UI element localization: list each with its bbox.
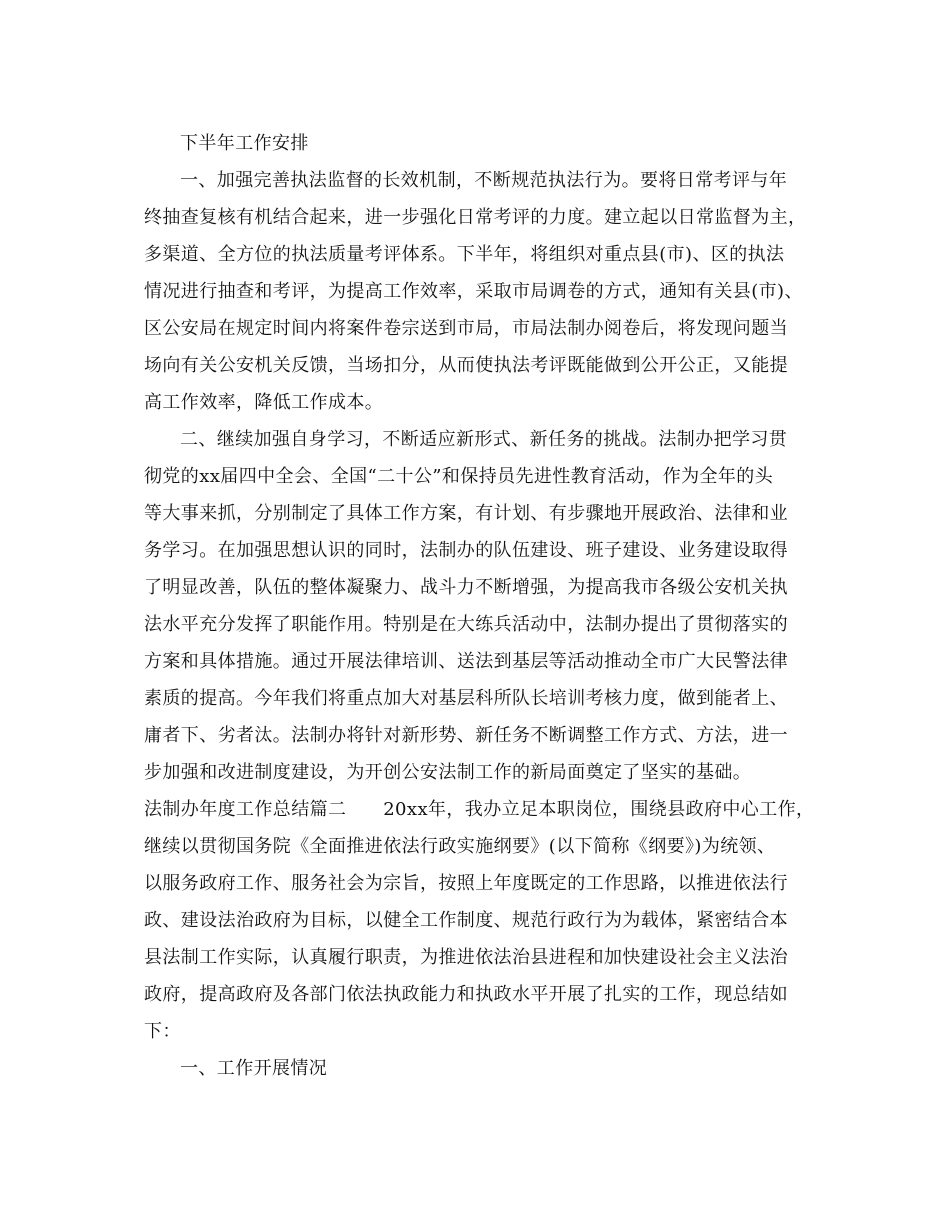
paragraph-line: 法水平充分发挥了职能作用。特别是在大练兵活动中，法制办提出了贯彻落实的 (144, 614, 788, 635)
paragraph-line: 步加强和改进制度建设，为开创公安法制工作的新局面奠定了坚实的基础。 (144, 762, 752, 783)
paragraph-line: 县法制工作实际，认真履行职责，为推进依法治县进程和加快建设社会主义法治 (144, 947, 788, 968)
paragraph-line: 等大事来抓，分别制定了具体工作方案，有计划、有步骤地开展政治、法律和业 (144, 503, 788, 524)
paragraph-line: 继续以贯彻国务院《全面推进依法行政实施纲要》(以下简称《纲要》)为统领、 (144, 836, 776, 857)
paragraph-line: 下： (144, 1021, 181, 1042)
paragraph-line: 彻党的xx届四中全会、全国“二十公”和保持员先进性教育活动，作为全年的头 (144, 466, 774, 487)
paragraph-line: 一、加强完善执法监督的长效机制，不断规范执法行为。要将日常考评与年 (180, 170, 788, 191)
paragraph-line: 政、建设法治政府为目标，以健全工作制度、规范行政行为为载体，紧密结合本 (144, 910, 788, 931)
paragraph-line: 政府，提高政府及各部门依法执政能力和执政水平开展了扎实的工作，现总结如 (144, 984, 788, 1005)
paragraph-line: 多渠道、全方位的执法质量考评体系。下半年，将组织对重点县(市)、区的执法 (144, 244, 785, 265)
paragraph-line: 高工作效率，降低工作成本。 (144, 392, 384, 413)
paragraph-line: 区公安局在规定时间内将案件卷宗送到市局，市局法制办阅卷后，将发现问题当 (144, 318, 788, 339)
paragraph-line: 了明显改善，队伍的整体凝聚力、战斗力不断增强，为提高我市各级公安机关执 (144, 577, 788, 598)
paragraph-line: 素质的提高。今年我们将重点加大对基层科所队长培训考核力度，做到能者上、 (144, 688, 788, 709)
paragraph-line: 方案和具体措施。通过开展法律培训、送法到基层等活动推动全市广大民警法律 (144, 651, 788, 672)
paragraph-line: 以服务政府工作、服务社会为宗旨，按照上年度既定的工作思路，以推进依法行 (144, 873, 788, 894)
paragraph-line: 法制办年度工作总结篇二 20xx年，我办立足本职岗位，围绕县政府中心工作， (144, 799, 815, 820)
section-heading: 下半年工作安排 (180, 133, 309, 154)
paragraph-line: 终抽查复核有机结合起来，进一步强化日常考评的力度。建立起以日常监督为主， (144, 207, 807, 228)
paragraph-line: 场向有关公安机关反馈，当场扣分，从而使执法考评既能做到公开公正，又能提 (144, 355, 788, 376)
section-heading: 一、工作开展情况 (180, 1058, 328, 1079)
paragraph-line: 情况进行抽查和考评，为提高工作效率，采取市局调卷的方式，通知有关县(市)、 (144, 281, 803, 302)
paragraph-line: 二、继续加强自身学习，不断适应新形式、新任务的挑战。法制办把学习贯 (180, 429, 788, 450)
paragraph-line: 务学习。在加强思想认识的同时，法制办的队伍建设、班子建设、业务建设取得 (144, 540, 788, 561)
paragraph-line: 庸者下、劣者汰。法制办将针对新形势、新任务不断调整工作方式、方法，进一 (144, 725, 788, 746)
